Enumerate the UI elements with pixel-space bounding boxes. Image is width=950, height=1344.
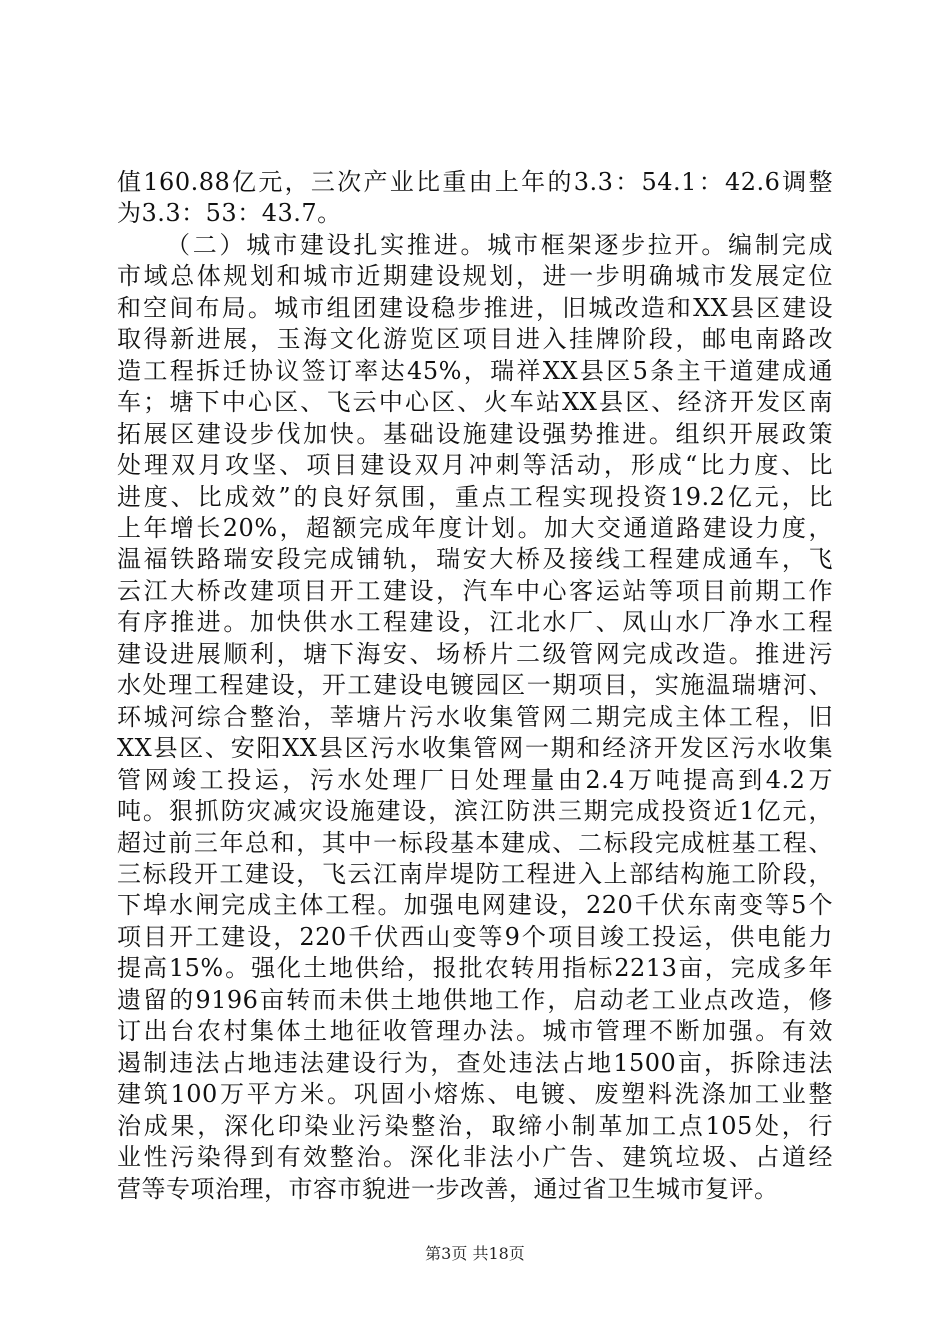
body-text-line: 业性污染得到有效整治。深化非法小广告、建筑垃圾、占道经 xyxy=(117,1143,833,1171)
body-text-line: 建筑100万平方米。巩固小熔炼、电镀、废塑料洗涤加工业整 xyxy=(117,1080,833,1108)
body-text-line: 温福铁路瑞安段完成铺轨，瑞安大桥及接线工程建成通车，飞 xyxy=(117,545,833,573)
body-text-line: 值160.88亿元，三次产业比重由上年的3.3：54.1：42.6调整 xyxy=(117,168,833,196)
body-text-line: 市域总体规划和城市近期建设规划，进一步明确城市发展定位 xyxy=(117,262,833,290)
body-text-line: 遗留的9196亩转而未供土地供地工作，启动老工业点改造，修 xyxy=(117,986,833,1014)
body-text-line: 有序推进。加快供水工程建设，江北水厂、凤山水厂净水工程 xyxy=(117,608,833,636)
body-text-line: 超过前三年总和，其中一标段基本建成、二标段完成桩基工程、 xyxy=(117,829,833,857)
body-text-line: 为3.3：53：43.7。 xyxy=(117,199,342,227)
body-text-line: 处理双月攻坚、项目建设双月冲刺等活动，形成“比力度、比 xyxy=(117,451,833,479)
body-text-line: 取得新进展，玉海文化游览区项目进入挂牌阶段，邮电南路改 xyxy=(117,325,833,353)
body-text-line: XX县区、安阳XX县区污水收集管网一期和经济开发区污水收集 xyxy=(117,734,833,762)
body-text-line: 治成果，深化印染业污染整治，取缔小制革加工点105处，行 xyxy=(117,1112,833,1140)
body-text-line: 三标段开工建设，飞云江南岸堤防工程进入上部结构施工阶段， xyxy=(117,860,833,888)
body-text-line: 环城河综合整治，莘塘片污水收集管网二期完成主体工程，旧 xyxy=(117,703,833,731)
body-text-line: 管网竣工投运，污水处理厂日处理量由2.4万吨提高到4.2万 xyxy=(117,766,833,794)
body-text-line: 水处理工程建设，开工建设电镀园区一期项目，实施温瑞塘河、 xyxy=(117,671,833,699)
body-text-line: 和空间布局。城市组团建设稳步推进，旧城改造和XX县区建设 xyxy=(117,294,833,322)
body-text-line: 车；塘下中心区、飞云中心区、火车站XX县区、经济开发区南 xyxy=(117,388,833,416)
body-text-line: 营等专项治理，市容市貌进一步改善，通过省卫生城市复评。 xyxy=(117,1175,779,1203)
body-text-line: 下埠水闸完成主体工程。加强电网建设，220千伏东南变等5个 xyxy=(117,891,833,919)
body-text-line: 吨。狠抓防灾减灾设施建设，滨江防洪三期完成投资近1亿元， xyxy=(117,797,833,825)
page-number-footer: 第3页 共18页 xyxy=(425,1244,525,1263)
body-text-line: 建设进展顺利，塘下海安、场桥片二级管网完成改造。推进污 xyxy=(117,640,833,668)
body-text-line: 上年增长20%，超额完成年度计划。加大交通道路建设力度， xyxy=(117,514,833,542)
section-heading-line: （二）城市建设扎实推进。城市框架逐步拉开。编制完成 xyxy=(166,231,833,259)
body-text-line: 进度、比成效”的良好氛围，重点工程实现投资19.2亿元，比 xyxy=(117,483,833,511)
body-text-line: 提高15%。强化土地供给，报批农转用指标2213亩，完成多年 xyxy=(117,954,833,982)
body-text-line: 项目开工建设，220千伏西山变等9个项目竣工投运，供电能力 xyxy=(117,923,833,951)
body-text-line: 遏制违法占地违法建设行为，查处违法占地1500亩，拆除违法 xyxy=(117,1049,833,1077)
body-text-line: 云江大桥改建项目开工建设，汽车中心客运站等项目前期工作 xyxy=(117,577,833,605)
body-text-line: 拓展区建设步伐加快。基础设施建设强势推进。组织开展政策 xyxy=(117,420,833,448)
body-text-line: 造工程拆迁协议签订率达45%，瑞祥XX县区5条主干道建成通 xyxy=(117,357,833,385)
body-text-line: 订出台农村集体土地征收管理办法。城市管理不断加强。有效 xyxy=(117,1017,833,1045)
